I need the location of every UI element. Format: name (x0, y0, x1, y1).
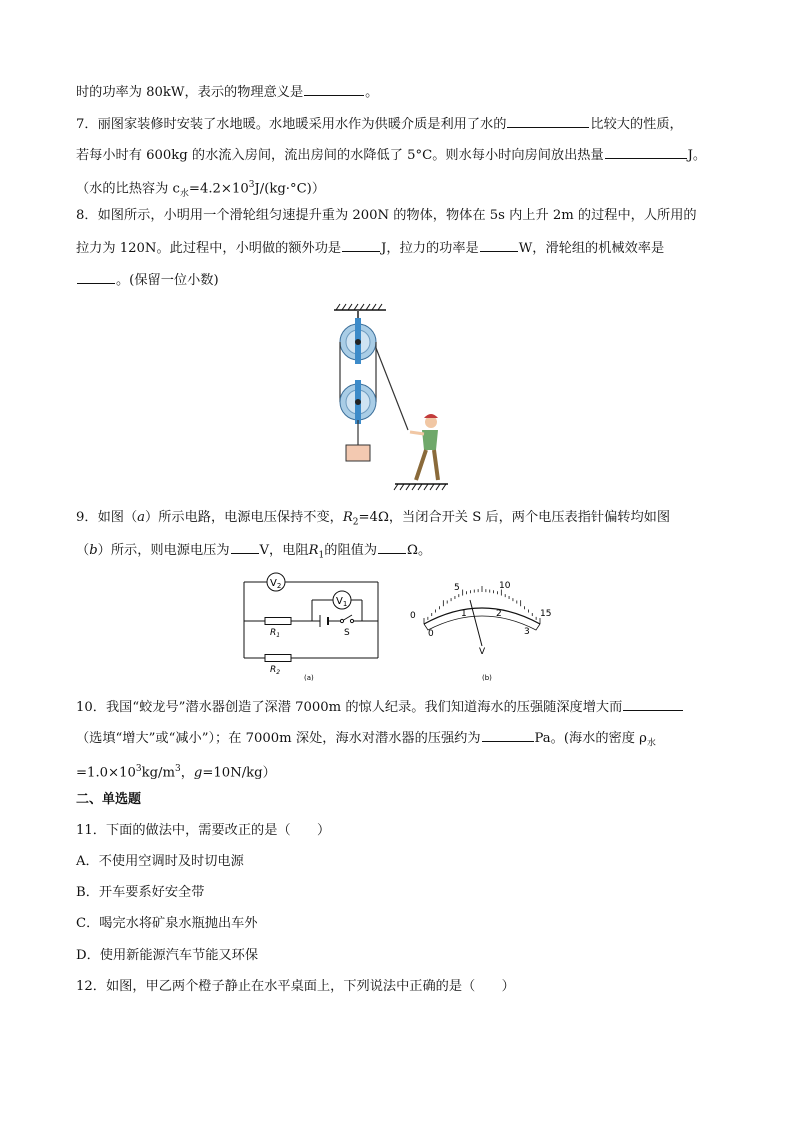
svg-text:V2: $V_2$ (270, 578, 282, 590)
q10-line2: （选填“增大”或“减小”）；在 7000m 深处，海水对潜水器的压强约为 Pa。(海水的密度 $\rho_水$ (76, 728, 656, 753)
svg-text:(a): (a) (304, 674, 314, 682)
q7-line3: （水的比热容为 $c_水=4.2\times 10^3J/(kg\cdot^\circ C)$） (76, 180, 326, 200)
q8-line2: 拉力为 120N。此过程中，小明做的额外功是 J，拉力的功率是 W，滑轮组的机械效率是 (76, 238, 664, 258)
answer-blank[interactable] (480, 238, 518, 252)
q10-line1: 10．我国“蛟龙号”潜水器创造了深潜 7000m 的惊人纪录。我们知道海水的压强随深度增大而 (76, 697, 684, 717)
svg-text:R2: $R_2$ (270, 665, 281, 676)
dial-label-bottom-1: 1 (461, 609, 467, 619)
answer-blank[interactable] (378, 540, 406, 554)
svg-text:R1: $R_1$ (270, 628, 281, 639)
answer-blank[interactable] (482, 728, 534, 742)
svg-text:S: S (344, 628, 350, 638)
dial-label-bottom-2: 2 (496, 609, 502, 619)
dial-label-bottom-0: 0 (428, 629, 434, 639)
answer-blank[interactable] (231, 540, 259, 554)
dial-label-top-10: 10 (499, 581, 511, 591)
section-heading: 二、单选题 (76, 792, 142, 807)
dial-label-top-0: 0 (410, 611, 416, 621)
q11-option-a[interactable]: A．不使用空调时及时切电源 (76, 854, 244, 869)
q11-option-b[interactable]: B．开车要系好安全带 (76, 885, 205, 900)
q7-line1: 7．丽图家装修时安装了水地暖。水地暖采用水作为供暖介质是利用了水的 比较大的性质， (76, 114, 683, 134)
voltmeter-dial-figure (402, 574, 562, 684)
svg-text:(b): (b) (482, 674, 492, 682)
answer-blank[interactable] (342, 238, 380, 252)
svg-text:V1: $V_1$ (336, 596, 348, 608)
q8-line1: 8．如图所示，小明用一个滑轮组匀速提升重为 200N 的物体，物体在 5s 内上升 2m 的过程中，人所用的 (76, 208, 697, 223)
dial-label-top-15: 15 (540, 609, 552, 619)
circuit-figure (240, 566, 385, 682)
dial-label-bottom-3: 3 (524, 627, 530, 637)
answer-blank[interactable] (77, 270, 115, 284)
dial-needle (470, 600, 482, 646)
q9-line1: 9．如图（a）所示电路，电源电压保持不变，$R_2=4\Omega$，当闭合开关 S 后，两个电压表指针偏转均如图 (76, 510, 671, 528)
q11-option-d[interactable]: D．使用新能源汽车节能又环保 (76, 948, 259, 963)
q8-line3: 。(保留一位小数) (76, 270, 219, 290)
q12-stem: 12．如图，甲乙两个橙子静止在水平桌面上，下列说法中正确的是（ ） (76, 979, 515, 994)
q6-tail-line: 时的功率为 80kW，表示的物理意义是 。 (76, 82, 378, 102)
q11-stem: 11．下面的做法中，需要改正的是（ ） (76, 823, 331, 838)
answer-blank[interactable] (605, 145, 687, 159)
dial-label-top-5: 5 (454, 583, 460, 593)
q9-line2: （b）所示，则电源电压为 V，电阻$R_1$的阻值为 Ω。 (76, 540, 431, 565)
q11-option-c[interactable]: C．喝完水将矿泉水瓶抛出车外 (76, 916, 258, 931)
pulley-figure (320, 300, 460, 492)
q10-line3: $=1.0\times 10^3kg/m^3$，g=10N/kg） (76, 764, 276, 781)
q7-line2: 若每小时有 600kg 的水流入房间，流出房间的水降低了 5°C。则水每小时向房间放出热量 J。 (76, 145, 706, 165)
answer-blank[interactable] (623, 697, 683, 711)
answer-blank[interactable] (507, 114, 589, 128)
answer-blank[interactable] (304, 82, 364, 96)
svg-text:V: V (479, 647, 486, 657)
